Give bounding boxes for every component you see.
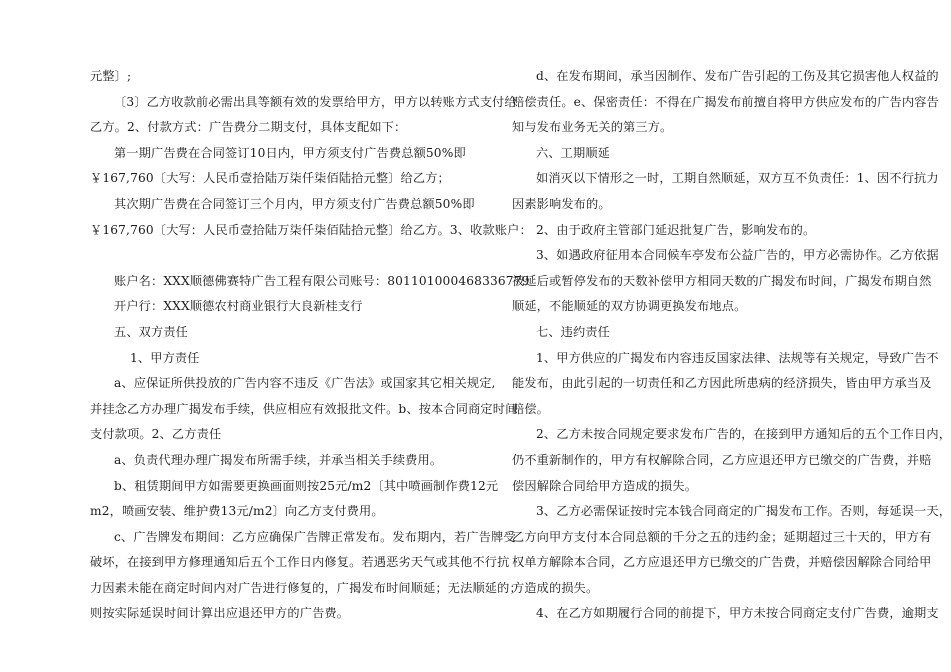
text-line: 权单方解除本合同，乙方应退还甲方已缴交的广告费，并赔偿因解除合同给甲 xyxy=(512,555,932,570)
text-line xyxy=(90,243,462,269)
text-line: 2、由于政府主管部门延迟批复广告，影响发布的。 xyxy=(536,222,816,237)
text-line: 1、甲方供应的广揭发布内容违反国家法律、法规等有关规定，导致广告不 xyxy=(536,350,939,365)
text-line: ￥167,760〔大写：人民币壹拾陆万柒仟柒佰陆拾元整〕给乙方。3、收款账户： xyxy=(90,222,532,237)
right-text-column xyxy=(512,64,951,627)
text-line: d、在发布期间，承当因制作、发布广告引起的工伤及其它损害他人权益的 xyxy=(536,69,939,83)
text-line: 因素影响发布的。 xyxy=(512,196,611,211)
text-line: 3、乙方必需保证按时完本钱合同商定的广揭发布工作。否则，每延误一天， xyxy=(536,504,951,519)
text-line: 乙方。2、付款方式：广告费分二期支付，具体支配如下： xyxy=(90,120,407,135)
text-line: 知与发布业务无关的第三方。 xyxy=(512,120,673,135)
text-line: b、租赁期间甲方如需要更换画面则按25元/m2〔其中喷画制作费12元 xyxy=(114,478,499,493)
text-line: 第一期广告费在合同签订10日内，甲方须支付广告费总额50%即 xyxy=(114,145,466,160)
text-line: 方造成的损失。 xyxy=(512,580,599,595)
text-line: 偿因解除合同给甲方造成的损失。 xyxy=(512,478,698,493)
text-line: 支付款项。2、乙方责任 xyxy=(90,427,222,442)
text-line: 4、在乙方如期履行合同的前提下，甲方未按合同商定支付广告费，逾期支 xyxy=(536,606,939,621)
text-line: a、负责代理办理广揭发布所需手续，并承当相关手续费用。 xyxy=(114,452,443,467)
text-line: 则按实际延误时间计算出应退还甲方的广告费。 xyxy=(90,606,350,621)
text-line: 元整〕; xyxy=(90,69,132,83)
text-line: 开户行：XXX顺德农村商业银行大良新桂支行 xyxy=(114,299,363,314)
text-line: 能发布，由此引起的一切责任和乙方因此所患病的经济损失，皆由甲方承当及 xyxy=(512,376,932,391)
text-line: 赔偿责任。e、保密责任：不得在广揭发布前擅自将甲方供应发布的广告内容告 xyxy=(512,94,939,109)
text-line: a、应保证所供投放的广告内容不违反《广告法》或国家其它相关规定, xyxy=(114,376,496,391)
text-line: 3、如遇政府征用本合同候车亭发布公益广告的，甲方必需协作。乙方依据 xyxy=(536,248,939,263)
text-line: 顺延，不能顺延的双方协调更换发布地点。 xyxy=(512,299,747,314)
text-line: 赔偿。 xyxy=(512,401,550,416)
text-line: 1、甲方责任 xyxy=(130,350,200,365)
text-line: 其次期广告费在合同签订三个月内，甲方须支付广告费总额50%即 xyxy=(114,196,475,211)
text-line: 2、乙方未按合同规定要求发布广告的，在接到甲方通知后的五个工作日内， xyxy=(536,427,951,442)
text-line: 五、双方责任 xyxy=(114,324,189,339)
text-line: 仍不重新制作的，甲方有权解除合同，乙方应退还甲方已缴交的广告费，并赔 xyxy=(512,452,932,467)
text-line: 乙方向甲方支付本合同总额的千分之五的违约金；延期超过三十天的，甲方有 xyxy=(512,529,932,544)
text-line: 六、工期顺延 xyxy=(536,145,611,160)
text-line: c、广告牌发布期间：乙方应确保广告牌正常发布。发布期内，若广告牌受 xyxy=(114,529,516,544)
text-line: 七、违约责任 xyxy=(536,324,611,339)
text-line: 破坏，在接到甲方修理通知后五个工作日内修复。若遇恶劣天气或其他不行抗 xyxy=(90,555,510,570)
text-line: 并挂念乙方办理广揭发布手续，供应相应有效报批文件。b、按本合同商定时间 xyxy=(90,401,518,416)
text-line: 如消灭以下情形之一时，工期自然顺延，双方互不负责任：1、因不行抗力 xyxy=(536,171,939,186)
text-line: 〔3〕乙方收款前必需出具等额有效的发票给甲方，甲方以转账方式支付给 xyxy=(114,94,517,109)
text-line: m2，喷画安装、维护费13元/m2〕向乙方支付费用。 xyxy=(90,504,384,519)
text-line: ￥167,760〔大写：人民币壹拾陆万柒仟柒佰陆拾元整〕给乙方； xyxy=(90,171,450,186)
text-line: 被延后或暂停发布的天数补偿甲方相同天数的广揭发布时间，广揭发布期自然 xyxy=(512,273,932,288)
text-line: 力因素未能在商定时间内对广告进行修复的，广揭发布时间顺延；无法顺延的； xyxy=(90,580,522,595)
text-line: 账户名：XXX顺德佛赛特广告工程有限公司账号：801101000468336779 xyxy=(114,273,530,288)
